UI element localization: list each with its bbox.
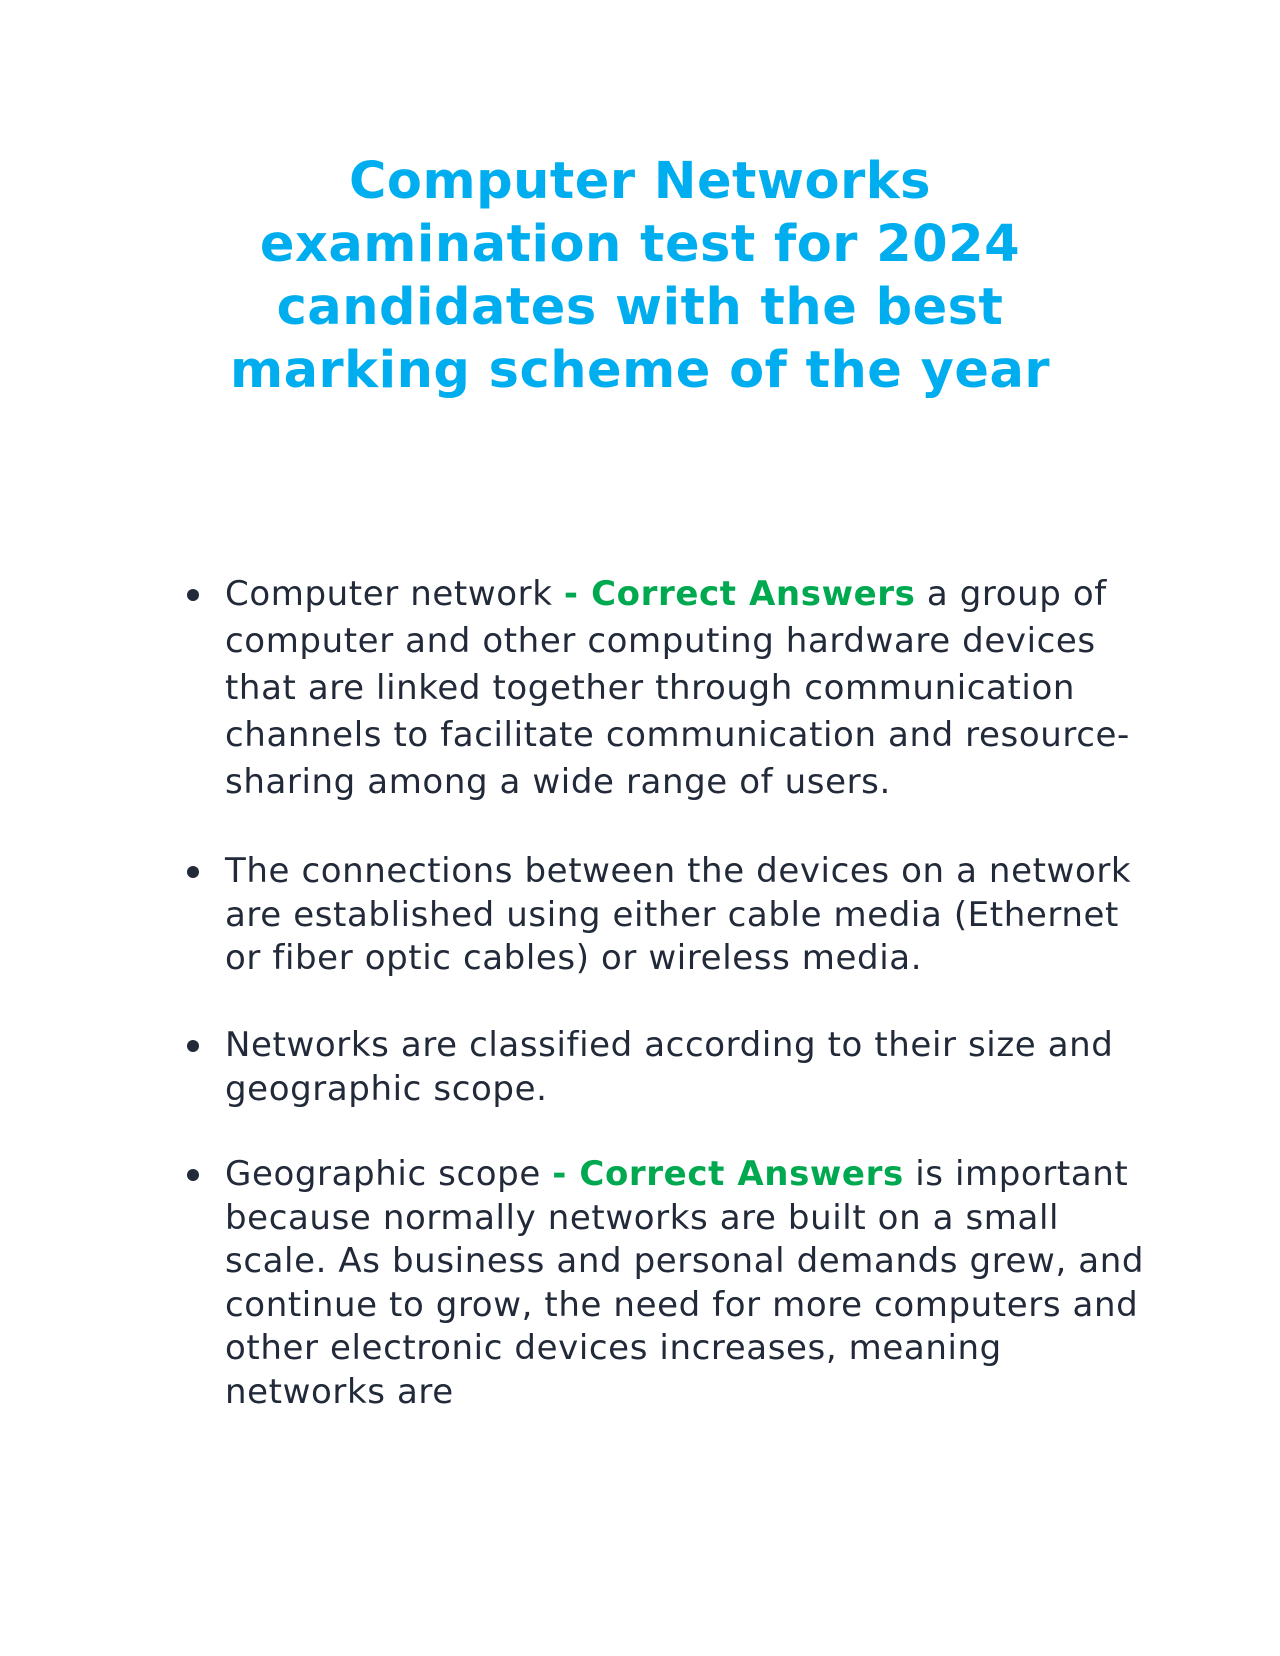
list-item-computer-network — [225, 571, 1145, 806]
document-title: Computer Networks examination test for 2024 candidates with the best marking scheme of the year — [229, 152, 1051, 400]
item-term: Computer network — [225, 574, 564, 614]
list-item-classification — [225, 1024, 1145, 1111]
correct-answers-marker: - Correct Answers — [552, 1154, 904, 1194]
item-term: Geographic scope — [225, 1154, 553, 1194]
bullet-icon — [187, 1169, 199, 1181]
item-text: Networks are classified according to their size and geographic scope. — [225, 1025, 1114, 1109]
bullet-icon — [187, 589, 199, 601]
bullet-icon — [187, 1040, 199, 1052]
bullet-icon — [187, 866, 199, 878]
item-definition: is important because normally networks are built on a small scale. As business and personal demands grew, and continue to grow, the need for more computers and other electronic devices increases, meaning networks are — [225, 1154, 1145, 1412]
correct-answers-marker: - Correct Answers — [563, 574, 916, 614]
item-definition: a group of computer and other computing hardware devices that are linked together through communication channels to facilitate communication and resource-sharing among a wide range of users. — [225, 574, 1130, 802]
list-item-connections — [225, 850, 1145, 981]
list-item-geographic-scope — [225, 1153, 1145, 1414]
item-text: The connections between the devices on a network are established using either cable media (Ethernet or fiber optic cables) or wireless media. — [225, 851, 1132, 978]
